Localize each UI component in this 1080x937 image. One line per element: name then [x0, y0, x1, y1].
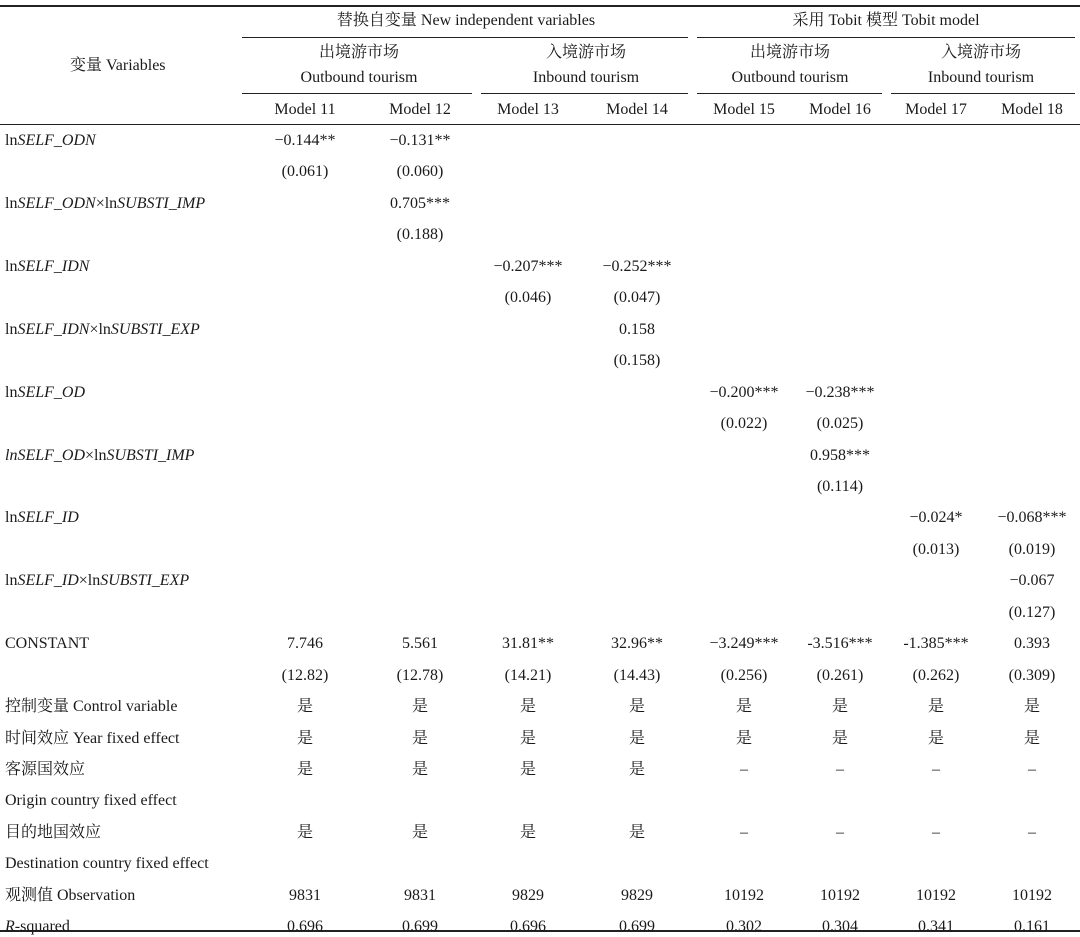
row-label — [5, 760, 85, 780]
table-cell: −0.207*** — [493, 257, 563, 275]
row-label-part: 控制变量 Control variable — [5, 698, 178, 716]
row-label-part: SELF_ODN — [17, 132, 96, 149]
table-cell: 是 — [831, 729, 849, 747]
table-cell: 9829 — [512, 886, 544, 904]
row-label-part: SELF_ID — [17, 509, 79, 527]
table-cell: 是 — [735, 698, 753, 716]
group1-rule — [242, 37, 688, 38]
group2-rule — [697, 37, 1075, 38]
row-label-part: 目的地国效应 — [5, 823, 102, 841]
table-cell: 是 — [296, 761, 314, 778]
table-cell: 0.696 — [287, 918, 323, 936]
table-cell: – — [836, 823, 844, 841]
table-cell: 5.561 — [402, 635, 438, 653]
table-cell: 9831 — [289, 886, 321, 904]
table-cell: 0.696 — [510, 918, 546, 936]
table-cell: (0.256) — [720, 666, 768, 684]
market1-rule — [242, 93, 472, 94]
model-header: Model 13 — [497, 101, 559, 118]
table-cell: 0.705*** — [390, 194, 450, 212]
table-cell: 0.341 — [918, 918, 954, 936]
table-cell: (0.019) — [1008, 540, 1056, 558]
table-cell: 是 — [411, 729, 429, 747]
table-cell: (12.78) — [396, 666, 444, 684]
model-header: Model 12 — [389, 101, 451, 118]
row-label-part: ×ln — [95, 194, 118, 212]
row-label — [5, 917, 70, 937]
table-cell: 是 — [296, 698, 314, 716]
table-cell: 是 — [735, 729, 753, 747]
model-header: Model 18 — [1001, 101, 1063, 118]
table-cell: 是 — [927, 698, 945, 716]
row-label-part: R — [5, 918, 15, 936]
row-label-part: SELF_IDN — [17, 320, 90, 338]
table-cell: −0.024* — [909, 509, 963, 527]
table-cell: 9831 — [404, 886, 436, 904]
table-cell: 10192 — [1012, 886, 1052, 904]
table-cell: 0.304 — [822, 918, 858, 936]
table-cell: −0.067 — [1009, 572, 1055, 590]
model-header: Model 11 — [274, 101, 336, 118]
market-title-cn: 入境游市场 — [545, 44, 627, 61]
table-cell: 是 — [411, 698, 429, 716]
row-label-part: ln — [5, 257, 18, 275]
table-cell: – — [932, 761, 940, 778]
row-label-part: SELF_ODN — [17, 194, 96, 212]
model-header: Model 15 — [713, 101, 775, 118]
table-cell: (0.262) — [912, 666, 960, 684]
table-cell: −0.200*** — [709, 383, 779, 401]
table-cell: – — [740, 823, 748, 841]
row-label — [5, 194, 205, 214]
table-cell: (0.022) — [720, 415, 768, 433]
row-label — [5, 131, 96, 151]
table-cell: 10192 — [724, 886, 764, 904]
table-cell: 是 — [296, 823, 314, 841]
row-label-part: lnSELF_OD — [5, 446, 85, 464]
header-rule — [0, 124, 1080, 125]
top-rule — [0, 5, 1080, 7]
table-cell: – — [932, 823, 940, 841]
table-cell: 是 — [628, 823, 646, 841]
market-title-cn: 出境游市场 — [318, 44, 400, 61]
row-label-part: Destination country fixed effect — [5, 855, 209, 873]
table-cell: 10192 — [820, 886, 860, 904]
row-label-part: SELF_IDN — [17, 257, 90, 275]
row-label-part: ln — [5, 194, 18, 212]
row-label — [5, 571, 189, 591]
row-label — [5, 823, 101, 843]
table-cell: (0.127) — [1008, 603, 1056, 621]
market-title-cn: 出境游市场 — [749, 44, 831, 61]
table-cell: 是 — [519, 823, 537, 841]
row-label-part: 客源国效应 — [5, 761, 86, 778]
table-cell: 是 — [831, 698, 849, 716]
table-cell: 0.158 — [619, 320, 655, 338]
row-label-part: SELF_ID — [17, 572, 79, 590]
row-label-part: ln — [5, 383, 18, 401]
table-cell: 是 — [411, 823, 429, 841]
row-label-part: -squared — [14, 918, 70, 936]
row-label — [5, 508, 79, 528]
table-cell: (0.158) — [613, 352, 661, 370]
group1-title: 替换自变量 New independent variables — [336, 12, 596, 29]
variables-header: 变量 Variables — [70, 57, 166, 74]
table-cell: 是 — [519, 729, 537, 747]
row-label-part: SUBSTI_IMP — [106, 446, 195, 464]
market-title-cn: 入境游市场 — [940, 44, 1022, 61]
row-label-part: ln — [5, 132, 18, 149]
table-cell: 是 — [519, 761, 537, 778]
table-cell: 0.393 — [1014, 635, 1050, 653]
table-cell: 10192 — [916, 886, 956, 904]
market3-rule — [697, 93, 882, 94]
market-title-en: Outbound tourism — [300, 69, 418, 86]
table-cell: −0.131** — [389, 132, 451, 149]
table-cell: 是 — [296, 729, 314, 747]
row-label-part: ln — [5, 320, 18, 338]
table-cell: 是 — [628, 698, 646, 716]
table-cell: 是 — [628, 729, 646, 747]
row-label-part: SUBSTI_EXP — [110, 320, 200, 338]
market-title-en: Inbound tourism — [927, 69, 1035, 86]
table-cell: (0.046) — [504, 289, 552, 307]
row-label-part: ×ln — [89, 320, 111, 338]
table-cell: (0.060) — [396, 163, 444, 181]
row-label — [5, 886, 135, 906]
model-header: Model 16 — [809, 101, 871, 118]
table-cell: (0.188) — [396, 226, 444, 244]
row-label — [5, 791, 177, 811]
table-cell: 0.699 — [619, 918, 655, 936]
row-label-part: SUBSTI_IMP — [117, 194, 206, 212]
table-cell: 31.81** — [502, 635, 554, 653]
row-label-part: SELF_OD — [17, 383, 86, 401]
table-cell: 0.699 — [402, 918, 438, 936]
row-label-part: ×ln — [85, 446, 107, 464]
table-cell: −3.249*** — [709, 635, 779, 653]
table-cell: (0.025) — [816, 415, 864, 433]
row-label-part: ln — [5, 572, 18, 590]
table-cell: (0.013) — [912, 540, 960, 558]
table-cell: -1.385*** — [903, 635, 969, 653]
table-cell: 是 — [411, 761, 429, 778]
row-label — [5, 257, 89, 277]
row-label-part: CONSTANT — [5, 635, 90, 653]
model-header: Model 17 — [905, 101, 967, 118]
table-cell: – — [1028, 761, 1036, 778]
row-label — [5, 320, 200, 340]
row-label — [5, 446, 194, 466]
table-cell: (14.21) — [504, 666, 552, 684]
row-label-part: 观测值 Observation — [5, 886, 136, 904]
row-label — [5, 634, 89, 654]
table-cell: -3.516*** — [807, 635, 873, 653]
group2-title: 采用 Tobit 模型 Tobit model — [792, 12, 980, 29]
table-cell: (0.114) — [816, 477, 864, 495]
table-cell: −0.144** — [274, 132, 336, 149]
table-cell: 是 — [519, 698, 537, 716]
table-cell: (14.43) — [613, 666, 661, 684]
table-cell: (12.82) — [281, 666, 329, 684]
table-cell: 是 — [1023, 698, 1041, 716]
table-cell: 是 — [1023, 729, 1041, 747]
row-label-part: Origin country fixed effect — [5, 792, 177, 810]
row-label-part: ln — [5, 509, 18, 527]
table-cell: (0.061) — [281, 163, 329, 181]
table-cell: 0.161 — [1014, 918, 1050, 936]
table-cell: – — [836, 761, 844, 778]
row-label-part: ×ln — [78, 572, 101, 590]
row-label — [5, 854, 209, 874]
table-cell: 7.746 — [287, 635, 323, 653]
table-cell: 是 — [628, 761, 646, 778]
row-label-part: 时间效应 Year fixed effect — [5, 729, 180, 747]
table-cell: 0.958*** — [810, 446, 870, 464]
table-cell: (0.309) — [1008, 666, 1056, 684]
market-title-en: Outbound tourism — [731, 69, 849, 86]
table-cell: 9829 — [621, 886, 653, 904]
table-cell: 32.96** — [611, 635, 663, 653]
table-cell: 是 — [927, 729, 945, 747]
row-label-part: SUBSTI_EXP — [100, 572, 190, 590]
table-cell: (0.261) — [816, 666, 864, 684]
row-label — [5, 697, 177, 717]
market-title-en: Inbound tourism — [532, 69, 640, 86]
table-cell: 0.302 — [726, 918, 762, 936]
row-label — [5, 729, 179, 749]
market2-rule — [481, 93, 688, 94]
table-cell: – — [1028, 823, 1036, 841]
market4-rule — [891, 93, 1075, 94]
table-cell: −0.252*** — [602, 257, 672, 275]
table-cell: −0.068*** — [997, 509, 1067, 527]
model-header: Model 14 — [606, 101, 668, 118]
row-label — [5, 383, 85, 403]
table-cell: – — [740, 761, 748, 778]
table-cell: −0.238*** — [805, 383, 875, 401]
table-cell: (0.047) — [613, 289, 661, 307]
